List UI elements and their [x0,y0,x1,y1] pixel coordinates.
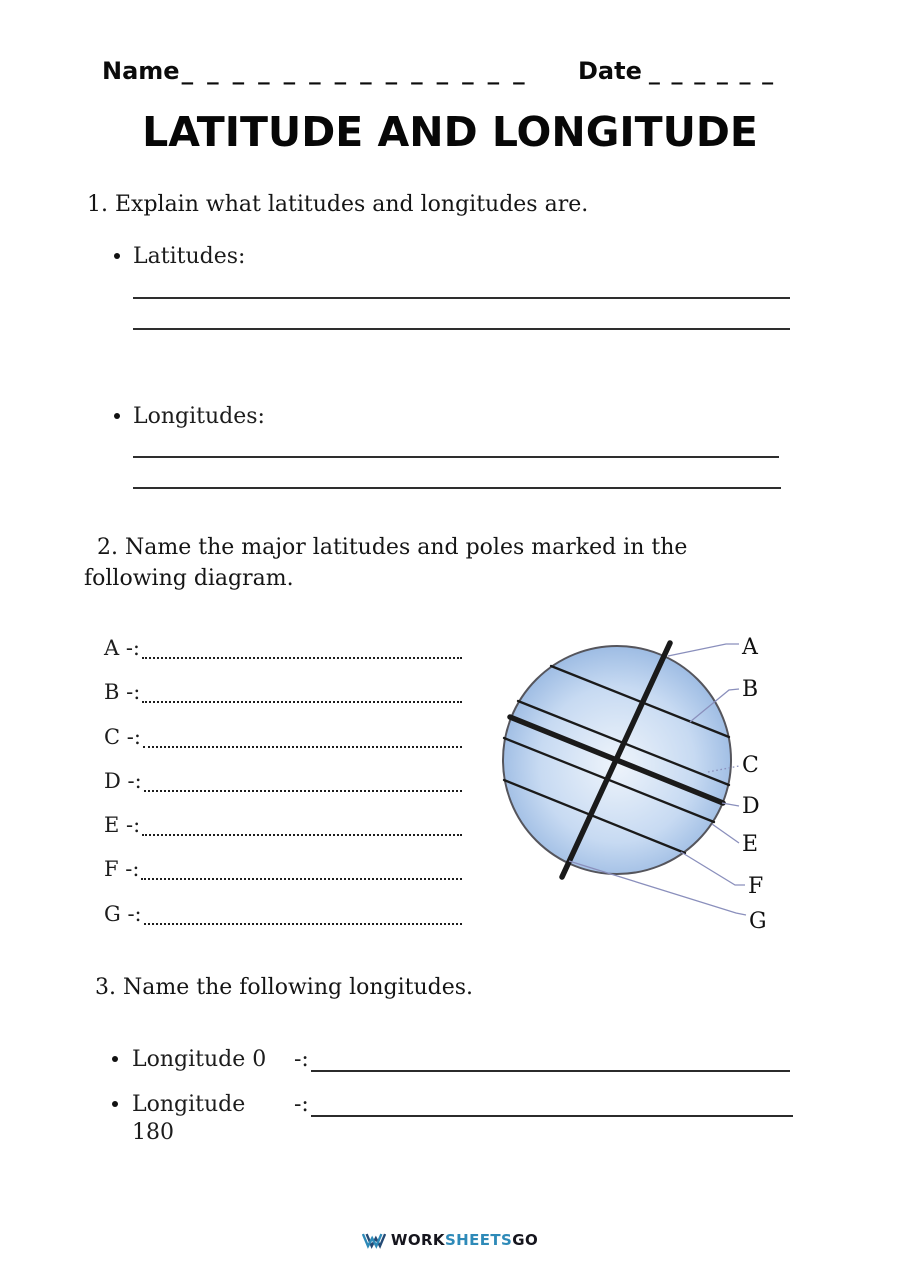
brand-go: GO [512,1231,539,1249]
globe-label-g: G [749,909,767,934]
question-1-prompt: 1. Explain what latitudes and longitudes are. [87,192,589,217]
bullet-icon [112,1101,118,1107]
question-2-prompt [84,532,704,594]
answer-row-d [104,768,462,812]
brand-wordmark [391,1231,538,1249]
date-blank-line: _ _ _ _ _ _ [648,60,776,85]
globe-label-a: A [742,635,758,660]
answer-line [133,328,790,330]
dotted-answer-leader [144,901,462,925]
answer-row-label: G -: [104,901,142,926]
answer-row-e [104,812,462,856]
bullet-latitudes [114,242,245,271]
separator: -: [294,1092,309,1117]
dotted-answer-leader [143,724,462,748]
dotted-answer-leader [142,635,462,659]
bullet-icon [114,253,120,259]
date-field [578,57,775,85]
brand-sheets: SHEETS [444,1231,513,1249]
answer-row-a [104,635,462,679]
bullet-icon [112,1056,118,1062]
question-2-line2: following diagram. [84,566,294,591]
dotted-answer-leader [142,679,462,703]
answer-row-label: C -: [104,724,141,749]
name-field [102,57,528,85]
worksheetsgo-logo-icon [362,1232,386,1249]
answer-line [133,456,779,458]
answer-row-label: A -: [104,636,141,660]
longitude-180-label: Longitude 180 [132,1092,246,1145]
separator: -: [294,1047,309,1072]
question-3-prompt: 3. Name the following longitudes. [95,975,474,1000]
dotted-answer-leader [141,856,462,880]
longitude-0-label: Longitude 0 [132,1047,267,1072]
answer-line [133,487,781,489]
answer-row-label: D -: [104,768,142,793]
page-title: LATITUDE AND LONGITUDE [142,108,758,156]
dotted-answer-leader [142,812,462,836]
answer-row-c [104,724,462,768]
callout-a [668,644,739,656]
callout-f [681,852,745,885]
answer-line [133,297,790,299]
globe-label-f: F [748,874,764,899]
longitude-180-row [112,1091,793,1145]
bullet-longitudes [114,402,265,431]
dotted-answer-leader [144,768,462,792]
answer-row-b [104,679,462,723]
globe-label-b: B [742,677,759,702]
name-blank-line: _ _ _ _ _ _ _ _ _ _ _ _ _ _ [181,59,528,85]
callout-e [712,824,739,843]
answer-line [311,1091,793,1117]
footer-brand [0,1231,900,1249]
brand-work: WORK [390,1231,445,1249]
latitudes-label: Latitudes: [133,244,246,269]
bullet-icon [114,413,120,419]
globe-label-d: D [742,794,760,819]
answer-row-label: F -: [104,857,140,882]
globe-label-e: E [742,832,759,857]
question-2-line1: 2. Name the major latitudes and poles marked in the [97,535,688,560]
answer-line [311,1046,790,1072]
callout-g [569,861,746,915]
longitude-0-row [112,1046,790,1076]
answer-row-label: E -: [104,813,141,838]
date-label: Date [578,57,642,85]
answer-row-label: B -: [104,680,141,705]
globe-label-c: C [742,753,759,778]
answer-row-f [104,856,462,900]
name-label: Name [102,57,180,85]
answer-row-g [104,901,462,945]
longitudes-label: Longitudes: [133,404,265,429]
globe-diagram [488,628,790,938]
labelled-answer-list [104,635,462,945]
